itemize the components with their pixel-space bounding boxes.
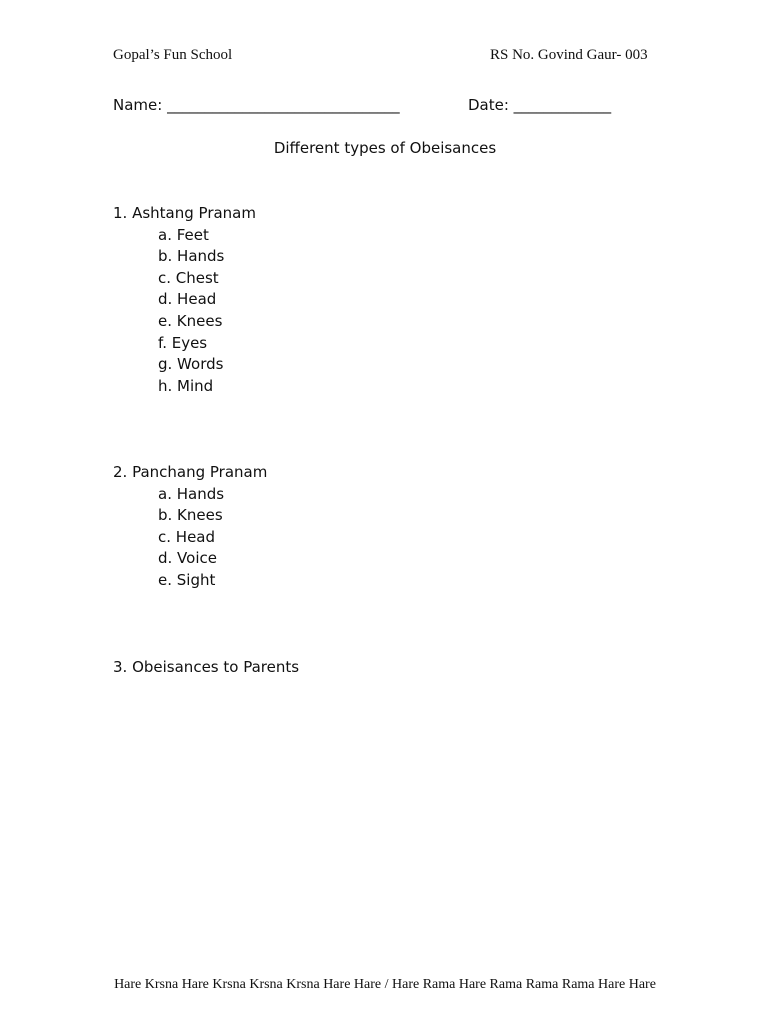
list-item: c. Chest (158, 268, 219, 287)
section-heading: 3. Obeisances to Parents (113, 658, 300, 676)
list-item: e. Knees (158, 311, 223, 330)
name-field: Name: _______________________________ (113, 96, 400, 114)
list-item: c. Head (158, 527, 216, 546)
list-item: a. Feet (158, 225, 209, 244)
list-item: d. Voice (158, 549, 217, 568)
list-item: a. Hands (158, 484, 225, 503)
section-panchang-pranam (113, 462, 267, 592)
list-item: h. Mind (158, 376, 214, 395)
date-field: Date: _____________ (468, 96, 612, 114)
list-item: e. Sight (158, 570, 216, 589)
school-name: Gopal’s Fun School (113, 47, 233, 63)
footer-mantra: Hare Krsna Hare Krsna Krsna Krsna Hare Hare / Hare Rama Hare Rama Rama Rama Hare Hare (114, 977, 656, 992)
page-title: Different types of Obeisances (273, 139, 497, 157)
reference-number: RS No. Govind Gaur- 003 (490, 47, 648, 63)
list-item: d. Head (158, 290, 217, 309)
section-heading: 1. Ashtang Pranam (113, 204, 256, 222)
section-heading: 2. Panchang Pranam (113, 463, 268, 481)
section-ashtang-pranam (113, 203, 256, 397)
list-item: b. Knees (158, 506, 223, 525)
list-item: b. Hands (158, 247, 225, 266)
section-obeisances-to-parents (113, 657, 299, 679)
list-item: f. Eyes (158, 333, 208, 352)
list-item: g. Words (158, 355, 224, 374)
